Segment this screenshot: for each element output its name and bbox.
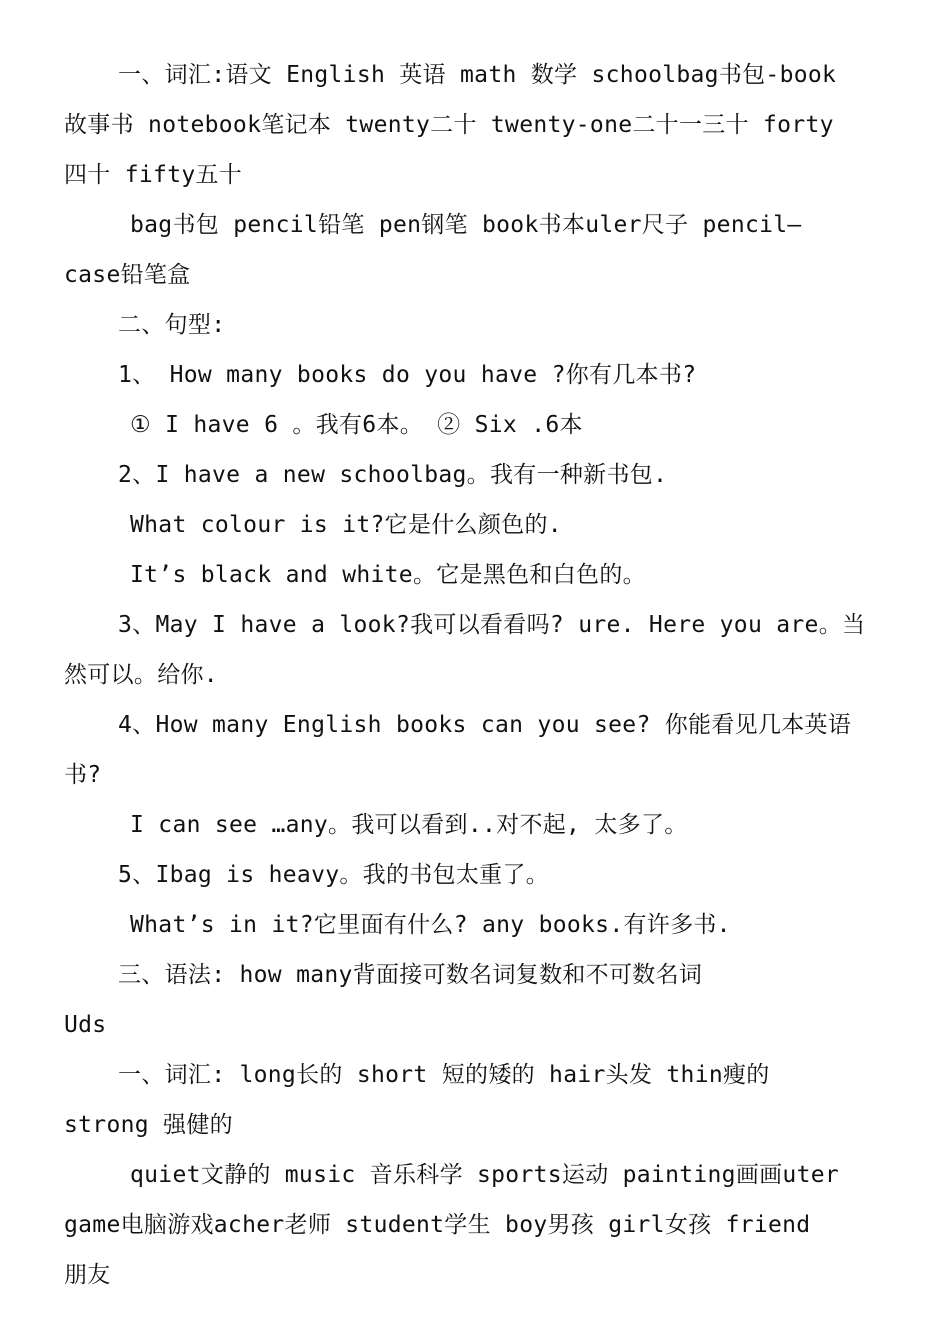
sentence-3-continued: 然可以。给你.: [64, 662, 218, 688]
sentence-1-answers: ① I have 6 。我有6本。 ② Six .6本: [130, 412, 583, 438]
vocab2-line-4: game电脑游戏acher老师 student学生 boy男孩 girl女孩 friend: [64, 1212, 811, 1238]
section-heading-grammar: 三、语法: how many背面接可数名词复数和不可数名词: [118, 962, 703, 988]
sentence-4: 4、How many English books can you see? 你能看见几本英语: [118, 712, 852, 738]
section-heading-sentences: 二、句型:: [118, 312, 226, 338]
unit-heading: Uds: [64, 1012, 107, 1038]
vocab2-line-2: strong 强健的: [64, 1112, 233, 1138]
vocab2-line-3: quiet文静的 music 音乐科学 sports运动 painting画画uter: [130, 1162, 840, 1188]
vocab-line-4: bag书包 pencil铅笔 pen钢笔 book书本uler尺子 pencil—: [130, 212, 802, 238]
sentence-1-question: 1、 How many books do you have ?你有几本书?: [118, 362, 697, 388]
vocab-line-1: 一、词汇:语文 English 英语 math 数学 schoolbag书包-book: [118, 62, 837, 88]
vocab2-line-5: 朋友: [64, 1262, 111, 1288]
sentence-5: 5、Ibag is heavy。我的书包太重了。: [118, 862, 550, 888]
sentence-2-answer: It’s black and white。它是黑色和白色的。: [130, 562, 646, 588]
vocab2-line-1: 一、词汇: long长的 short 短的矮的 hair头发 thin瘦的: [118, 1062, 770, 1088]
sentence-4-answer: I can see …any。我可以看到..对不起, 太多了。: [130, 812, 688, 838]
vocab-line-3: 四十 fifty五十: [64, 162, 243, 188]
sentence-2-question: What colour is it?它是什么颜色的.: [130, 512, 562, 538]
sentence-4-continued: 书?: [64, 762, 102, 788]
sentence-2: 2、I have a new schoolbag。我有一种新书包.: [118, 462, 668, 488]
sentence-5-question: What’s in it?它里面有什么? any books.有许多书.: [130, 912, 731, 938]
vocab-line-5: case铅笔盒: [64, 262, 191, 288]
sentence-3: 3、May I have a look?我可以看看吗? ure. Here you are。当: [118, 612, 866, 638]
vocab-line-2: 故事书 notebook笔记本 twenty二十 twenty-one二十一三十 forty: [64, 112, 834, 138]
